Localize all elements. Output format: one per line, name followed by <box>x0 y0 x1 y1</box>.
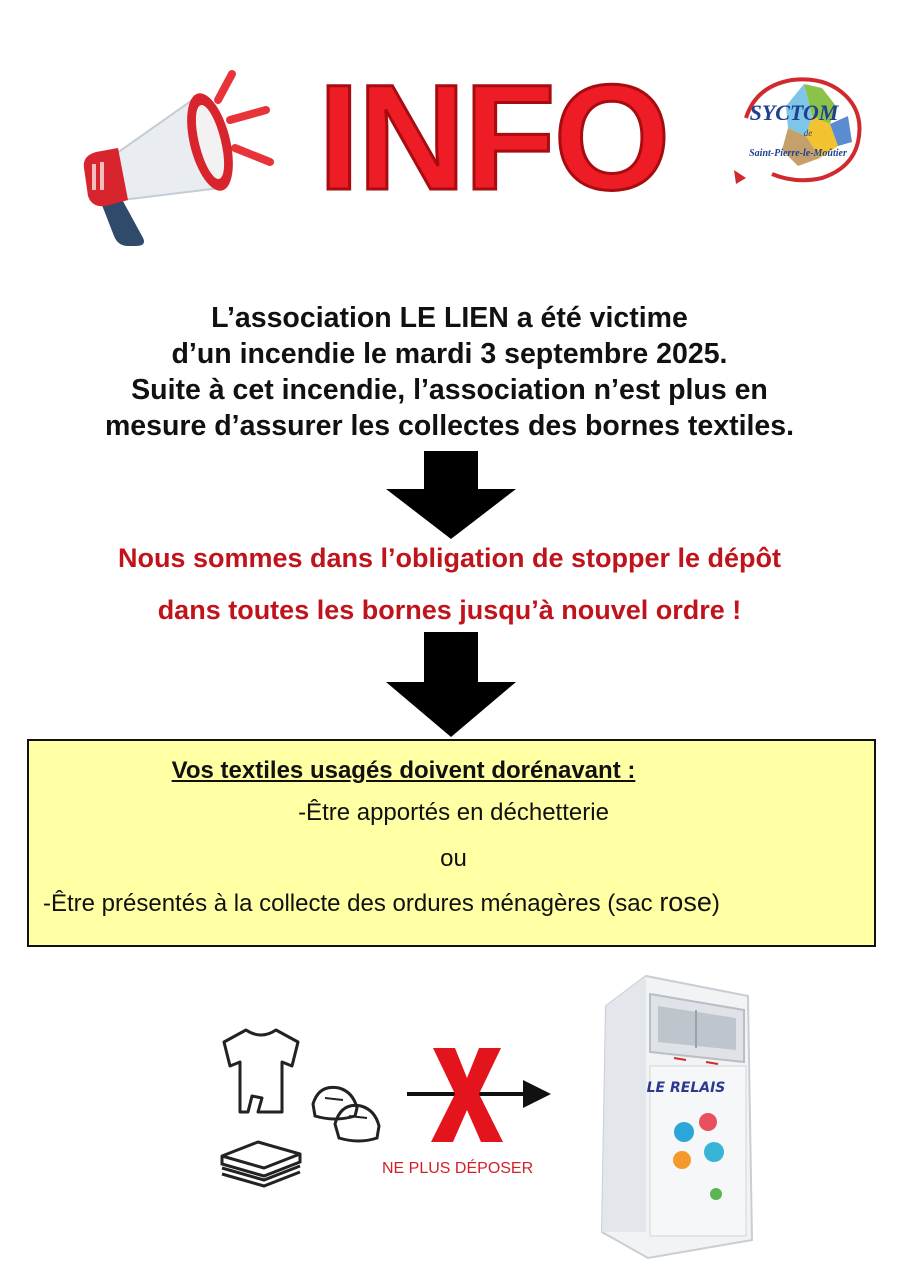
info-title: INFO <box>318 53 669 221</box>
logo-small: de <box>803 128 813 138</box>
instructions-option-2-text: -Être présentés à la collecte des ordures ménagères (sac <box>43 890 660 917</box>
instructions-option-2-emph: rose <box>659 887 712 917</box>
logo-name: SYCTOM <box>749 100 839 125</box>
down-arrow-icon <box>386 451 516 539</box>
syctom-logo <box>726 66 871 191</box>
intro-line: mesure d’assurer les collectes des bornes textiles. <box>104 410 795 442</box>
megaphone-icon <box>70 60 290 260</box>
intro-line: d’un incendie le mardi 3 septembre 2025. <box>171 338 728 370</box>
instructions-or: ou <box>440 845 467 872</box>
bin-label: LE RELAIS <box>646 1080 726 1096</box>
intro-text <box>0 300 899 444</box>
warning-line: dans toutes les bornes jusqu’à nouvel ordre ! <box>157 595 742 625</box>
tshirt-icon <box>218 1026 304 1116</box>
warning-line: Nous sommes dans l’obligation de stopper le dépôt <box>117 543 782 573</box>
down-arrow-icon <box>386 632 516 737</box>
instructions-option-2 <box>43 887 720 918</box>
intro-line: Suite à cet incendie, l’association n’est plus en <box>131 374 768 406</box>
intro-line: L’association LE LIEN a été victime <box>211 302 688 334</box>
instructions-heading: Vos textiles usagés doivent dorénavant : <box>171 757 636 784</box>
shoes-icon <box>305 1064 385 1154</box>
header <box>0 0 899 260</box>
instructions-option-1: -Être apportés en déchetterie <box>298 799 609 826</box>
no-deposit-caption: NE PLUS DÉPOSER <box>382 1160 534 1177</box>
textile-bin-image <box>588 970 760 1260</box>
logo-sub: Saint-Pierre-le-Moûtier <box>749 148 847 159</box>
folded-clothes-icon <box>216 1138 306 1194</box>
instructions-option-2-end: ) <box>711 890 720 917</box>
forbidden-arrow-icon <box>405 1044 555 1144</box>
illustration <box>0 960 899 1272</box>
instructions-box <box>27 739 876 947</box>
